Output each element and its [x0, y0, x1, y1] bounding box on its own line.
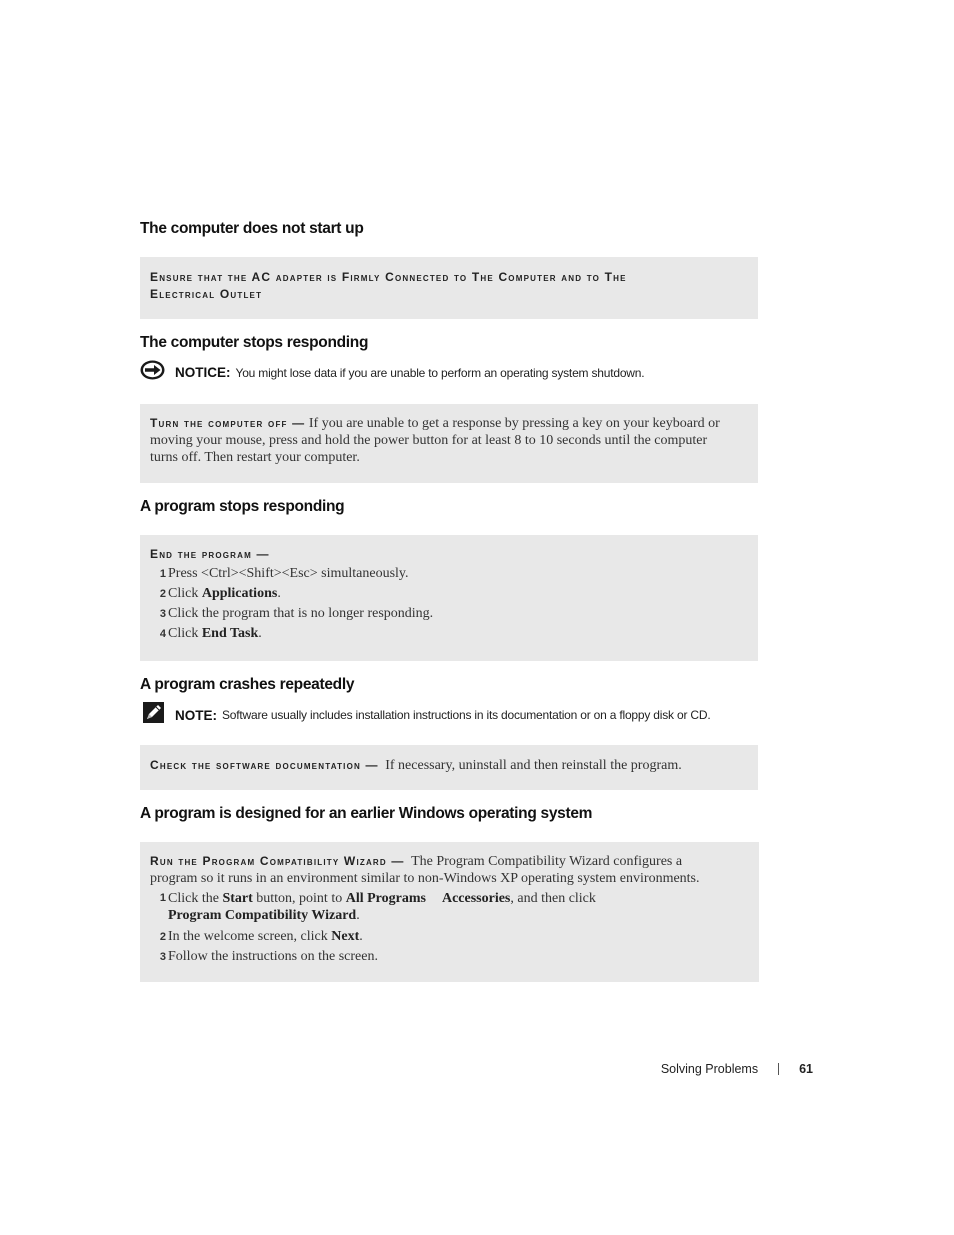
- step-text: In the welcome screen, click Next.: [168, 929, 363, 944]
- footer-divider: [778, 1063, 779, 1075]
- box-line2-wizard: program so it runs in an environment similar to non-Windows XP operating system environments.: [150, 871, 700, 886]
- heading-earlier-windows: A program is designed for an earlier Windows operating system: [140, 805, 593, 822]
- box-title-wizard: Run the Program Compatibility Wizard —: [150, 854, 405, 868]
- list-item: [150, 890, 747, 924]
- box-line1-wizard: The Program Compatibility Wizard configures a: [411, 854, 683, 869]
- page-number: 61: [799, 1062, 813, 1076]
- box-line3: turns off. Then restart your computer.: [150, 450, 360, 465]
- step-number: 1: [159, 568, 166, 580]
- box-line2: moving your mouse, press and hold the power button for at least 8 to 10 seconds until the computer: [150, 433, 708, 448]
- notice-label: NOTICE:: [175, 365, 231, 380]
- step-number: 3: [159, 608, 166, 620]
- step-text: Press <Ctrl><Shift><Esc> simultaneously.: [168, 566, 409, 581]
- box-title-turn-off: Turn the computer off —: [150, 416, 306, 430]
- list-item: [150, 624, 746, 644]
- step-number: 2: [159, 588, 166, 600]
- step-text: Click End Task.: [168, 626, 262, 641]
- list-item: [150, 927, 747, 947]
- box-check-documentation: [140, 745, 758, 790]
- step-number: 3: [159, 951, 166, 963]
- step-text: Click Applications.: [168, 586, 281, 601]
- box-turn-off: [140, 404, 758, 483]
- notice-icon: [140, 360, 165, 385]
- box-title-line1: Ensure that the AC adapter is Firmly Connected to The Computer and to The: [150, 270, 627, 284]
- step-text: Click the Start button, point to All Programs Accessories, and then click Program Compatibility Wizard.: [168, 891, 596, 923]
- heading-program-stops: A program stops responding: [140, 498, 345, 515]
- step-text: Follow the instructions on the screen.: [168, 949, 378, 964]
- list-item: [150, 564, 746, 584]
- box-ensure-adapter: [140, 257, 758, 319]
- list-item: [150, 604, 746, 624]
- heading-stops-responding: The computer stops responding: [140, 334, 369, 351]
- list-item: [150, 584, 746, 604]
- notice-text: You might lose data if you are unable to perform an operating system shutdown.: [235, 365, 645, 380]
- box-end-program: [140, 535, 758, 661]
- box-title-line2: Electrical Outlet: [150, 287, 263, 301]
- note-row: [140, 702, 710, 728]
- heading-no-start: The computer does not start up: [140, 220, 364, 237]
- page-footer: [661, 1062, 813, 1076]
- box-text-check-docs: If necessary, uninstall and then reinstall the program.: [385, 758, 682, 773]
- step-number: 1: [159, 892, 166, 904]
- heading-program-crashes: A program crashes repeatedly: [140, 676, 355, 693]
- step-text: Click the program that is no longer responding.: [168, 606, 434, 621]
- note-text: Software usually includes installation instructions in its documentation or on a floppy disk or CD.: [222, 708, 711, 722]
- list-item: [150, 947, 747, 967]
- note-label: NOTE:: [175, 707, 217, 723]
- step-number: 4: [159, 628, 166, 640]
- box-title-end-program: End the program —: [150, 547, 270, 561]
- note-icon: [143, 702, 164, 728]
- notice-row: [140, 360, 644, 385]
- box-title-check-docs: Check the software documentation —: [150, 758, 379, 772]
- footer-section-title: Solving Problems: [660, 1062, 759, 1076]
- box-compatibility-wizard: [140, 842, 759, 982]
- step-number: 2: [159, 931, 166, 943]
- box-line1: If you are unable to get a response by pressing a key on your keyboard or: [308, 416, 720, 431]
